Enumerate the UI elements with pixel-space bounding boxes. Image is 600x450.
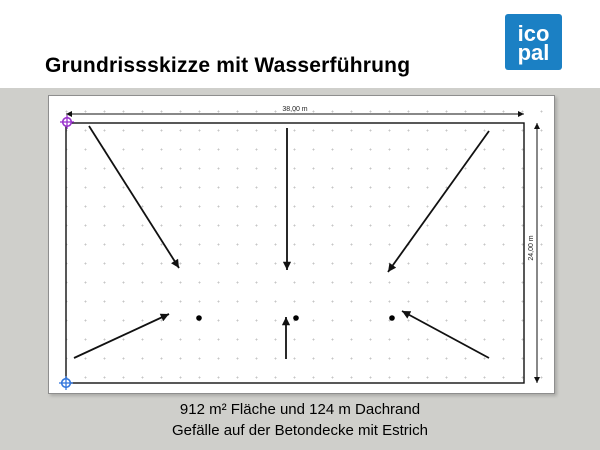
header — [0, 0, 600, 88]
content-area — [0, 88, 600, 450]
drain-point — [293, 315, 299, 321]
flow-arrow — [89, 126, 179, 268]
flow-arrow — [402, 311, 489, 358]
flow-arrow — [74, 314, 169, 358]
page-title: Grundrissskizze mit Wasserführung — [45, 54, 411, 77]
vertical-dimension-label: 24,00 m — [528, 235, 535, 261]
logo-text-line1: ico — [517, 20, 550, 46]
caption-line2: Gefälle auf der Betondecke mit Estrich — [172, 422, 428, 439]
datum-symbol — [59, 376, 73, 390]
logo-text-line2: pal — [517, 39, 550, 65]
roof-outline — [66, 123, 524, 383]
datum-symbol — [60, 115, 74, 129]
vertical-dimension — [528, 123, 537, 383]
horizontal-dimension — [66, 106, 524, 114]
plan-canvas — [48, 95, 555, 394]
caption — [0, 399, 600, 441]
drain-point — [196, 315, 202, 321]
flow-arrow — [388, 131, 489, 272]
drain-points — [196, 315, 395, 321]
horizontal-dimension-label: 38,00 m — [282, 106, 308, 113]
caption-line1: 912 m² Fläche und 124 m Dachrand — [179, 401, 421, 418]
icopal-logo — [505, 14, 562, 70]
drain-point — [389, 315, 395, 321]
floor-plan-drawing — [49, 96, 554, 393]
flow-arrows — [74, 126, 489, 359]
